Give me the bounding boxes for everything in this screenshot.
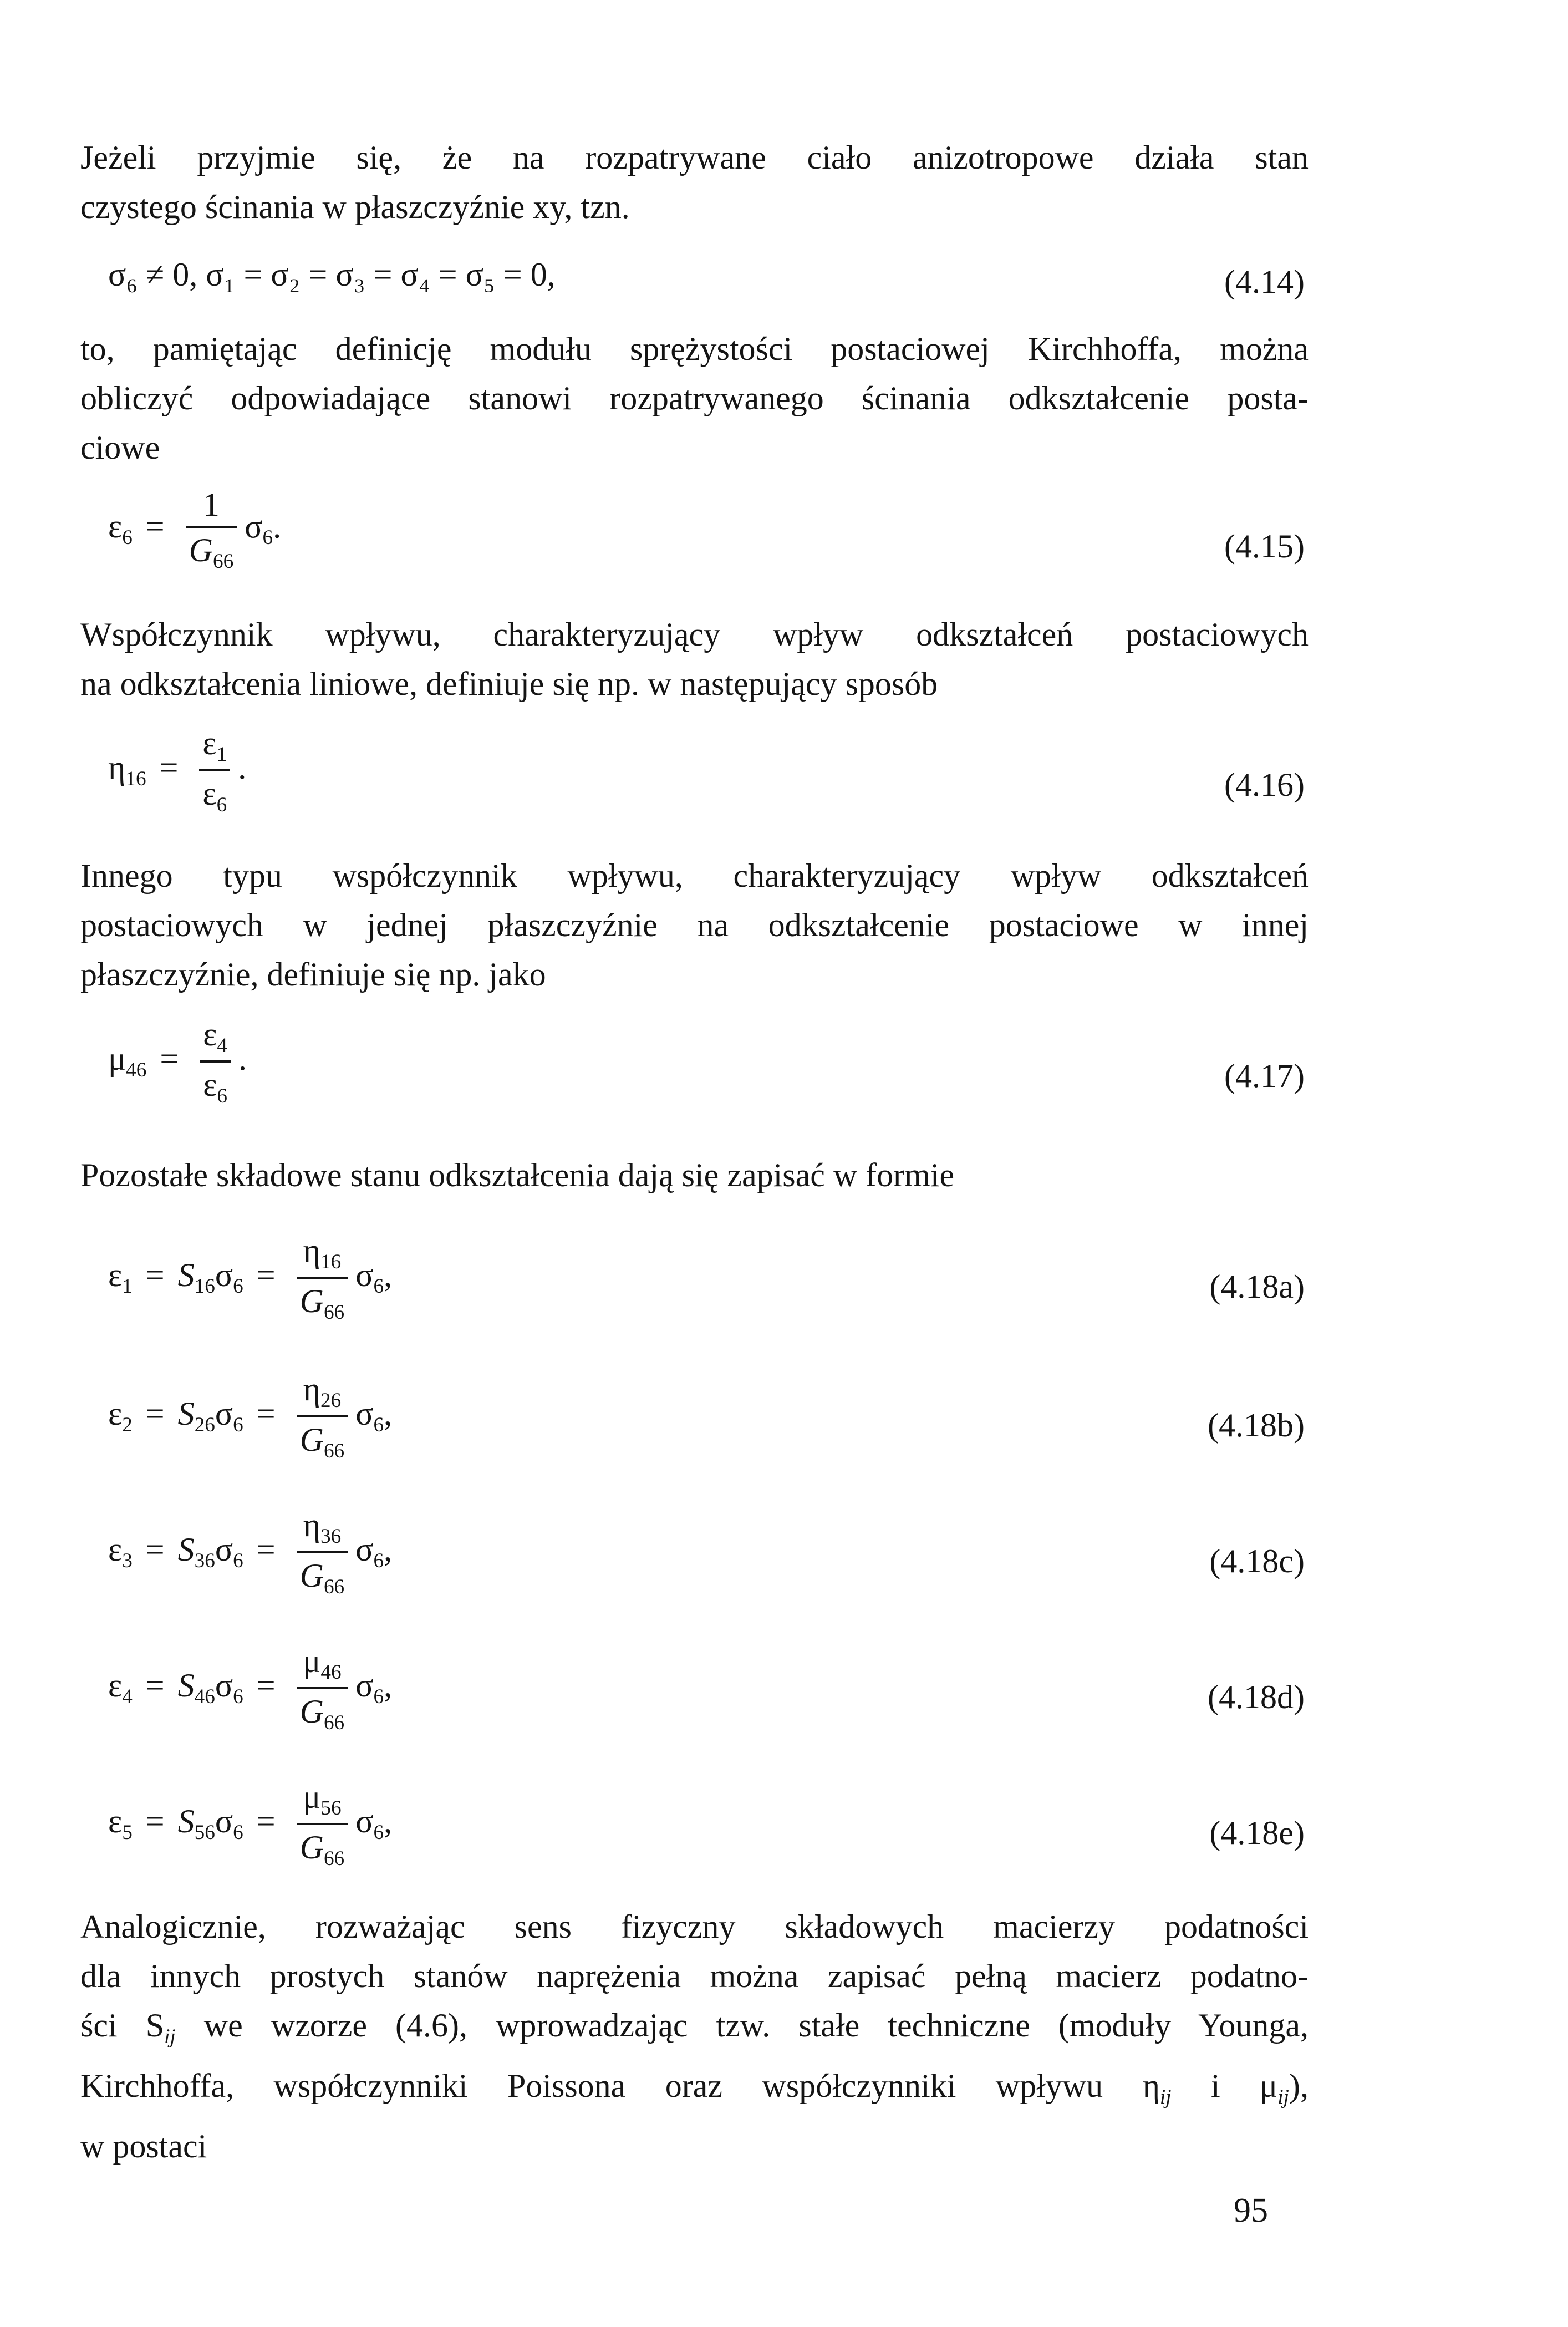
fraction: $\frac{\varepsilon_4}{\varepsilon_6}$ — [200, 1018, 231, 1106]
text-line: postaciowych w jednej płaszczyźnie na odkształcenie postaciowe w innej — [80, 907, 1309, 943]
paragraph-3 — [80, 610, 1309, 709]
fraction: $\frac{\eta_{16}}{G_{66}}$ — [297, 1234, 348, 1323]
equation-4-16: $\eta_{16}$ = $\frac{\varepsilon_1}{\varepsilon_6}$ . — [108, 725, 247, 816]
equation-number: (4.14) — [1224, 263, 1305, 300]
paragraph-5 — [80, 1151, 1309, 1200]
text-line: płaszczyźnie, definiuje się np. jako — [80, 956, 546, 993]
equation-4-18-row: $\varepsilon_3 = S_{36}\sigma_6$ = $\frac{\eta_{36}}{G_{66}}$ $\sigma_6$, — [108, 1507, 393, 1598]
text-line: dla innych prostych stanów naprężenia można zapisać pełną macierz podatno- — [80, 1958, 1309, 1994]
text-line: ciowe — [80, 429, 160, 466]
equation-number: (4.15) — [1224, 528, 1305, 565]
compliance-term: $S_{46}\sigma_6$ — [177, 1667, 243, 1708]
equation-number: (4.18d) — [1208, 1679, 1305, 1715]
lhs: $\varepsilon_2$ — [108, 1395, 133, 1436]
text-line: Pozostałe składowe stanu odkształcenia dają się zapisać w formie — [80, 1157, 955, 1193]
equation-number: (4.16) — [1224, 766, 1305, 803]
fraction: $\frac{\mu_{56}}{G_{66}}$ — [297, 1780, 348, 1869]
compliance-term: $S_{36}\sigma_6$ — [177, 1531, 243, 1572]
lhs: $\varepsilon_1$ — [108, 1256, 133, 1298]
lhs: $\varepsilon_3$ — [108, 1531, 133, 1572]
compliance-term: $S_{16}\sigma_6$ — [177, 1256, 243, 1298]
text-line: Współczynnik wpływu, charakteryzujący wpływ odkształceń postaciowych — [80, 616, 1309, 653]
text-line: Analogicznie, rozważając sens fizyczny składowych macierzy podatności — [80, 1908, 1309, 1945]
equation-4-18-row: $\varepsilon_2 = S_{26}\sigma_6$ = $\frac{\eta_{26}}{G_{66}}$ $\sigma_6$, — [108, 1371, 393, 1462]
text-line: Innego typu współczynnik wpływu, charakteryzujący wpływ odkształceń — [80, 857, 1309, 894]
equation-4-17: $\mu_{46}$ = $\frac{\varepsilon_4}{\varepsilon_6}$ . — [108, 1016, 247, 1107]
text-line: obliczyć odpowiadające stanowi rozpatrywanego ścinania odkształcenie posta- — [80, 380, 1309, 416]
equation-number: (4.17) — [1224, 1058, 1305, 1094]
fraction: $\frac{\varepsilon_1}{\varepsilon_6}$ — [199, 726, 230, 815]
equation-text: σ₆ ≠ 0, σ₁ = σ₂ = σ₃ = σ₄ = σ₅ = 0, — [108, 256, 556, 293]
compliance-term: $S_{56}\sigma_6$ — [177, 1802, 243, 1844]
page-number: 95 — [1234, 2192, 1268, 2229]
text-line: Kirchhoffa, współczynniki Poissona oraz współczynniki wpływu $\eta_{ij}$ i $\mu_{ij}$), — [80, 2067, 1309, 2108]
text-line: to, pamiętając definicję modułu sprężystości postaciowej Kirchhoffa, można — [80, 331, 1309, 367]
equation-4-18-row: $\varepsilon_5 = S_{56}\sigma_6$ = $\frac{\mu_{56}}{G_{66}}$ $\sigma_6$, — [108, 1779, 393, 1870]
text-line: czystego ścinania w płaszczyźnie xy, tzn. — [80, 189, 630, 225]
lhs: $\mu_{46}$ — [108, 1040, 147, 1081]
text-line: na odkształcenia liniowe, definiuje się np. w następujący sposób — [80, 665, 938, 702]
fraction: $\frac{1}{G_{66}}$ — [186, 488, 237, 572]
fraction: $\frac{\eta_{36}}{G_{66}}$ — [297, 1508, 348, 1597]
equation-number: (4.18b) — [1208, 1407, 1305, 1444]
lhs: $\eta_{16}$ — [108, 749, 146, 790]
compliance-term: $S_{26}\sigma_6$ — [177, 1395, 243, 1436]
equation-4-18-row: $\varepsilon_4 = S_{46}\sigma_6$ = $\frac{\mu_{46}}{G_{66}}$ $\sigma_6$, — [108, 1643, 393, 1734]
equation-4-14 — [108, 258, 556, 291]
equation-number: (4.18a) — [1209, 1268, 1305, 1305]
paragraph-4 — [80, 851, 1309, 999]
paragraph-2 — [80, 324, 1309, 472]
fraction: $\frac{\eta_{26}}{G_{66}}$ — [297, 1373, 348, 1461]
fraction: $\frac{\mu_{46}}{G_{66}}$ — [297, 1644, 348, 1733]
text-line: Jeżeli przyjmie się, że na rozpatrywane ciało anizotropowe działa stan — [80, 139, 1309, 176]
lhs: $\varepsilon_6$ — [108, 508, 133, 550]
lhs: $\varepsilon_4$ — [108, 1667, 133, 1708]
equation-number: (4.18e) — [1209, 1815, 1305, 1851]
equation-4-18-row: $\varepsilon_1 = S_{16}\sigma_6$ = $\frac{\eta_{16}}{G_{66}}$ $\sigma_6$, — [108, 1232, 393, 1324]
paragraph-1 — [80, 133, 1309, 232]
text-line: ści $S_{ij}$ we wzorze (4.6), wprowadzając tzw. stałe techniczne (moduły Younga, — [80, 2007, 1309, 2048]
lhs: $\varepsilon_5$ — [108, 1802, 133, 1844]
equation-number: (4.18c) — [1209, 1543, 1305, 1579]
paragraph-6 — [80, 1902, 1309, 2171]
text-line: w postaci — [80, 2127, 207, 2165]
equation-4-15: $\varepsilon_6$ = $\frac{1}{G_{66}}$ $\sigma_6$. — [108, 486, 282, 573]
